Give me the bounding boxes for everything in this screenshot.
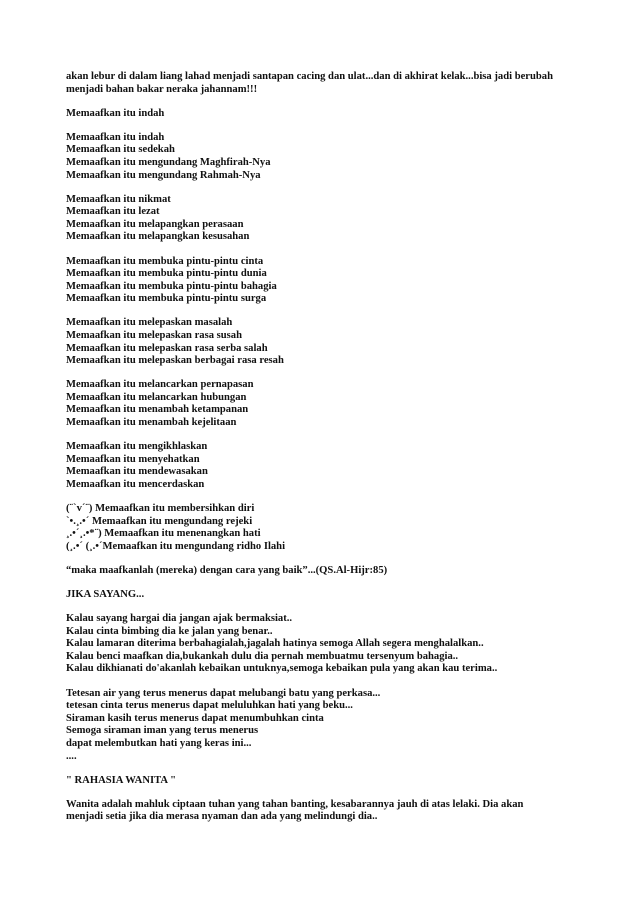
text-line: (¨`v´¨) Memaafkan itu membersihkan diri [66, 503, 255, 515]
text-line: Memaafkan itu membuka pintu-pintu bahagia [66, 280, 277, 292]
paragraph [66, 565, 581, 578]
text-line: Memaafkan itu nikmat [66, 193, 171, 205]
text-line: Memaafkan itu membuka pintu-pintu surga [66, 293, 267, 305]
text-line: dapat melembutkan hati yang keras ini... [66, 737, 252, 749]
text-line: Memaafkan itu mengundang Rahmah-Nya [66, 169, 261, 181]
text-line: Memaafkan itu membuka pintu-pintu cinta [66, 255, 264, 267]
text-line: `•.¸.•´ Memaafkan itu mengundang rejeki [66, 515, 253, 527]
text-line: (¸.•´ (¸.•´Memaafkan itu mengundang ridho Ilahi [66, 540, 286, 552]
section-heading: " RAHASIA WANITA " [66, 774, 176, 786]
text-line: Memaafkan itu menyehatkan [66, 453, 200, 465]
text-line: Kalau sayang hargai dia jangan ajak bermaksiat.. [66, 613, 293, 625]
paragraph [66, 194, 581, 244]
text-line: Memaafkan itu melepaskan rasa susah [66, 330, 242, 341]
text-line: Memaafkan itu mencerdaskan [66, 478, 205, 490]
text-line: Memaafkan itu melapangkan perasaan [66, 218, 244, 230]
paragraph [66, 108, 581, 121]
text-line: Kalau benci maafkan dia,bukankah dulu dia pernah membuatmu tersenyum bahagia.. [66, 650, 459, 662]
document-body [66, 71, 581, 835]
text-line: Siraman kasih terus menerus dapat menumbuhkan cinta [66, 712, 324, 724]
paragraph [66, 775, 581, 788]
text-line: Memaafkan itu indah [66, 131, 165, 143]
text-line: Memaafkan itu mengundang Maghfirah-Nya [66, 156, 271, 168]
text-line: Memaafkan itu melapangkan kesusahan [66, 231, 250, 243]
paragraph [66, 132, 581, 182]
text-line: ¸.•´¸.•*¨) Memaafkan itu menenangkan hati [66, 528, 261, 540]
text-line: Memaafkan itu lezat [66, 206, 160, 218]
text-line: Kalau cinta bimbing dia ke jalan yang benar.. [66, 625, 273, 637]
text-line: Memaafkan itu mengikhlaskan [66, 441, 208, 453]
paragraph [66, 503, 581, 553]
text-line: Memaafkan itu melancarkan hubungan [66, 391, 247, 403]
paragraph [66, 256, 581, 306]
text-line: “maka maafkanlah (mereka) dengan cara yang baik”...(QS.Al-Hijr:85) [66, 564, 388, 576]
paragraph [66, 613, 581, 676]
text-line: Memaafkan itu melepaskan masalah [66, 317, 233, 329]
text-line: Kalau lamaran diterima berbahagialah,jagalah hatinya semoga Allah segera menghalalkan.. [66, 638, 484, 650]
paragraph [66, 317, 581, 367]
text-line: akan lebur di dalam liang lahad menjadi santapan cacing dan ulat...dan di akhirat kelak...bisa jadi berubah [66, 71, 553, 82]
text-line: Memaafkan itu melepaskan rasa serba salah [66, 342, 268, 354]
text-line: Semoga siraman iman yang terus menerus [66, 725, 259, 737]
text-line: Kalau dikhianati do'akanlah kebaikan untuknya,semoga kebaikan pula yang akan kau terima.. [66, 663, 498, 675]
text-line: Tetesan air yang terus menerus dapat melubangi batu yang perkasa... [66, 687, 381, 699]
text-line: Memaafkan itu menambah ketampanan [66, 404, 249, 416]
paragraph [66, 71, 581, 96]
paragraph [66, 441, 581, 491]
section-heading: JIKA SAYANG... [66, 589, 145, 600]
paragraph [66, 379, 581, 429]
text-line: menjadi bahan bakar neraka jahannam!!! [66, 83, 258, 95]
paragraph [66, 688, 581, 764]
text-line: Memaafkan itu melancarkan pernapasan [66, 379, 254, 391]
text-line: Memaafkan itu indah [66, 107, 165, 119]
text-line: Memaafkan itu menambah kejelitaan [66, 417, 237, 429]
text-line: Memaafkan itu sedekah [66, 144, 175, 156]
text-line: .... [66, 750, 77, 762]
text-line: Memaafkan itu melepaskan berbagai rasa resah [66, 355, 284, 367]
text-line: Wanita adalah mahluk ciptaan tuhan yang tahan banting, kesabarannya jauh di atas lelaki. Dia akan [66, 798, 524, 810]
text-line: Memaafkan itu membuka pintu-pintu dunia [66, 268, 267, 280]
paragraph [66, 799, 581, 824]
paragraph [66, 589, 581, 602]
text-line: menjadi setia jika dia merasa nyaman dan ada yang melindungi dia.. [66, 811, 378, 823]
text-line: tetesan cinta terus menerus dapat meluluhkan hati yang beku... [66, 700, 353, 712]
text-line: Memaafkan itu mendewasakan [66, 466, 208, 478]
